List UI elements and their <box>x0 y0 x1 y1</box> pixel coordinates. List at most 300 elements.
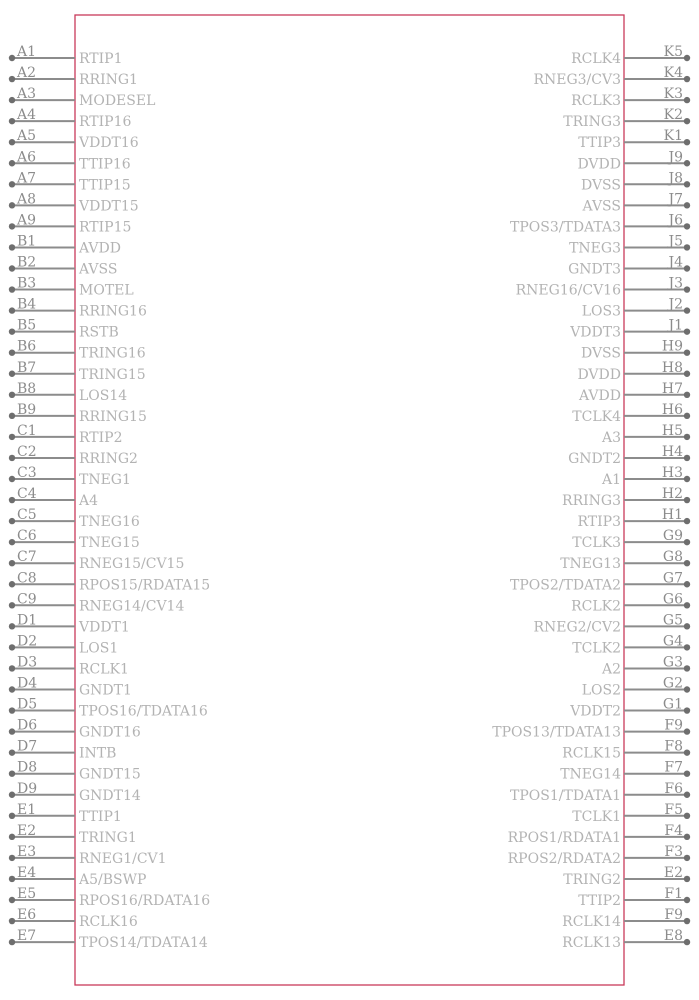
pin-name: VDDT16 <box>79 135 139 152</box>
pin-number: F6 <box>664 780 683 797</box>
right-pin <box>581 170 690 193</box>
right-pin <box>578 381 690 404</box>
pin-number: H3 <box>661 465 683 481</box>
pin-name: RPOS16/RDATA16 <box>79 893 211 909</box>
pin-name: LOS3 <box>581 303 621 320</box>
pin-number: D6 <box>17 717 38 734</box>
right-pin <box>601 465 690 488</box>
pin-number: B1 <box>17 233 37 250</box>
pin-number: H4 <box>661 443 683 460</box>
pin-name: GNDT16 <box>79 724 141 741</box>
pin-name: VDDT1 <box>79 619 130 636</box>
pin-endpoint <box>9 455 15 461</box>
pin-number: F8 <box>664 738 683 755</box>
right-pin <box>562 907 690 930</box>
pin-number: B2 <box>17 254 37 271</box>
pin-number: E1 <box>17 801 37 818</box>
pin-number: K2 <box>663 107 683 124</box>
pin-name: RRING1 <box>79 72 138 89</box>
pin-number: B7 <box>17 359 37 376</box>
pin-name: TTIP15 <box>79 177 131 194</box>
left-pin <box>9 486 98 509</box>
pin-number: A5 <box>17 128 37 145</box>
pin-number: J1 <box>668 317 683 334</box>
pin-endpoint <box>684 350 690 356</box>
pin-name: TRING15 <box>79 366 146 383</box>
right-pin <box>492 718 690 741</box>
pin-endpoint <box>9 434 15 440</box>
pin-name: TPOS3/TDATA3 <box>510 219 621 236</box>
pin-endpoint <box>9 749 15 755</box>
pin-number: H6 <box>661 401 683 418</box>
pin-endpoint <box>684 413 690 419</box>
pin-number: C3 <box>17 465 37 481</box>
pin-number: B4 <box>17 296 37 313</box>
pin-endpoint <box>684 707 690 713</box>
pin-number: H1 <box>661 507 683 524</box>
pin-endpoint <box>684 686 690 692</box>
pin-endpoint <box>684 97 690 103</box>
pin-endpoint <box>9 707 15 713</box>
pin-number: B5 <box>17 317 37 334</box>
pin-name: RCLK2 <box>571 598 621 615</box>
pin-number: D1 <box>17 612 38 629</box>
pin-endpoint <box>9 918 15 924</box>
pin-name: GNDT15 <box>79 766 141 783</box>
pin-number: E6 <box>17 907 37 924</box>
left-pin <box>9 360 146 383</box>
pin-endpoint <box>9 371 15 377</box>
pin-number: F5 <box>664 801 683 818</box>
right-pin <box>578 507 691 530</box>
pin-name: TRING3 <box>563 114 621 131</box>
pin-number: H5 <box>661 422 683 439</box>
right-pin <box>508 844 691 867</box>
pin-endpoint <box>684 434 690 440</box>
pin-number: H7 <box>661 380 683 397</box>
right-pin <box>508 823 691 846</box>
right-pin <box>568 255 690 278</box>
pin-endpoint <box>9 792 15 798</box>
pin-number: J4 <box>668 254 683 271</box>
right-pin <box>601 423 690 446</box>
pin-number: G9 <box>662 528 683 545</box>
pin-name: AVSS <box>582 198 621 215</box>
right-pin <box>582 297 690 320</box>
left-pin <box>9 465 131 488</box>
right-pin <box>569 697 690 720</box>
pin-endpoint <box>684 160 690 166</box>
pin-endpoint <box>9 97 15 103</box>
pin-endpoint <box>684 897 690 903</box>
pin-endpoint <box>684 328 690 334</box>
pin-number: H2 <box>661 486 683 503</box>
pin-number: G6 <box>662 591 683 608</box>
pin-endpoint <box>684 939 690 945</box>
pin-name: RNEG3/CV3 <box>533 72 621 89</box>
pin-number: A6 <box>17 149 37 166</box>
pin-number: C4 <box>17 486 37 503</box>
pin-name: TCLK4 <box>572 408 621 425</box>
pin-number: A2 <box>17 65 37 82</box>
pin-name: RTIP2 <box>79 429 123 446</box>
pin-number: K3 <box>663 86 683 103</box>
left-pin <box>9 86 156 109</box>
right-pin <box>578 128 690 151</box>
right-pin <box>510 212 690 235</box>
pin-number: H9 <box>661 338 683 355</box>
pin-number: K5 <box>663 44 683 60</box>
pin-endpoint <box>684 476 690 482</box>
pin-endpoint <box>9 560 15 566</box>
pin-name: TCLK3 <box>572 535 621 552</box>
pin-name: RTIP3 <box>577 514 621 531</box>
right-pin <box>572 528 690 551</box>
left-pin <box>9 444 138 467</box>
right-pin <box>601 654 690 677</box>
pin-endpoint <box>9 897 15 903</box>
pin-number: G5 <box>662 612 683 629</box>
pin-name: RRING15 <box>79 408 147 425</box>
pin-number: D7 <box>17 738 38 755</box>
pin-number: C5 <box>17 507 37 524</box>
left-pin <box>9 633 118 656</box>
pin-number: J6 <box>668 212 683 229</box>
pin-endpoint <box>9 76 15 82</box>
right-pin <box>572 633 690 656</box>
pin-name: AVDD <box>79 240 121 257</box>
left-pin <box>9 276 134 299</box>
right-pin <box>533 612 690 635</box>
left-pin-group <box>9 44 210 951</box>
left-pin <box>9 128 139 151</box>
pin-name: MOTEL <box>79 282 134 299</box>
pin-name: TPOS1/TDATA1 <box>510 787 621 804</box>
pin-endpoint <box>684 813 690 819</box>
pin-name: RNEG14/CV14 <box>79 598 185 615</box>
right-pin <box>510 781 690 804</box>
pin-number: E7 <box>17 928 37 945</box>
pin-number: J2 <box>668 296 683 313</box>
pin-name: TPOS14/TDATA14 <box>79 935 208 952</box>
pin-name: RRING3 <box>562 493 621 510</box>
left-pin <box>9 823 137 846</box>
left-pin <box>9 318 119 341</box>
pin-name: TRING16 <box>79 345 146 362</box>
pin-name: RCLK14 <box>562 914 621 931</box>
pin-number: G3 <box>662 654 683 671</box>
pin-name: VDDT2 <box>570 703 621 720</box>
pin-name: RCLK13 <box>562 935 621 952</box>
pin-name: VDDT15 <box>79 198 139 215</box>
pin-number: A7 <box>17 170 37 187</box>
right-pin <box>582 676 690 699</box>
pin-number: C7 <box>17 549 37 566</box>
pin-endpoint <box>9 476 15 482</box>
pin-endpoint <box>684 749 690 755</box>
pin-number: E2 <box>17 822 37 839</box>
pin-number: B8 <box>17 380 37 397</box>
pin-number: F3 <box>664 843 683 860</box>
pin-name: TNEG3 <box>569 240 621 257</box>
pin-name: TTIP1 <box>79 808 122 825</box>
right-pin <box>516 276 691 299</box>
pin-endpoint <box>9 813 15 819</box>
pin-endpoint <box>684 55 690 61</box>
pin-endpoint <box>684 876 690 882</box>
pin-endpoint <box>9 771 15 777</box>
pin-name: RTIP16 <box>79 114 132 131</box>
left-pin <box>9 886 210 909</box>
pin-endpoint <box>9 518 15 524</box>
pin-endpoint <box>684 455 690 461</box>
left-pin <box>9 65 138 88</box>
pin-number: B9 <box>17 401 37 418</box>
pin-endpoint <box>684 771 690 777</box>
pin-endpoint <box>9 244 15 250</box>
pin-name: RPOS15/RDATA15 <box>79 577 211 594</box>
pin-endpoint <box>9 644 15 650</box>
pin-name: RPOS1/RDATA1 <box>507 829 621 846</box>
right-pin <box>563 865 690 888</box>
pin-endpoint <box>684 855 690 861</box>
pin-name: LOS14 <box>79 387 128 404</box>
pin-number: F9 <box>664 907 683 924</box>
pin-endpoint <box>684 518 690 524</box>
left-pin <box>9 507 140 530</box>
pin-number: C6 <box>17 528 37 545</box>
left-pin <box>9 612 130 635</box>
pin-endpoint <box>684 392 690 398</box>
pin-endpoint <box>684 371 690 377</box>
pin-name: LOS2 <box>581 682 621 699</box>
left-pin <box>9 907 138 930</box>
left-pin <box>9 654 129 677</box>
left-pin <box>9 802 122 825</box>
left-pin <box>9 149 131 172</box>
pin-name: RTIP15 <box>79 219 132 236</box>
pin-number: K4 <box>663 65 683 82</box>
pin-name: RRING16 <box>79 303 147 320</box>
pin-name: TNEG14 <box>560 766 621 783</box>
right-pin <box>569 318 690 341</box>
pin-number: C9 <box>17 591 37 608</box>
pin-endpoint <box>9 539 15 545</box>
pin-name: A3 <box>601 429 621 446</box>
left-pin <box>9 676 132 699</box>
pin-endpoint <box>684 265 690 271</box>
pin-endpoint <box>9 497 15 503</box>
pin-name: DVDD <box>577 156 621 173</box>
pin-endpoint <box>9 413 15 419</box>
pin-number: E8 <box>663 928 683 945</box>
left-pin <box>9 844 167 867</box>
pin-number: E5 <box>17 886 37 902</box>
pin-endpoint <box>9 665 15 671</box>
right-pin <box>571 44 690 67</box>
pin-name: TRING2 <box>563 871 621 888</box>
pin-number: J5 <box>668 233 683 250</box>
pin-name: RCLK4 <box>571 51 621 67</box>
pin-name: RSTB <box>79 324 119 341</box>
right-pin <box>560 549 690 572</box>
pin-endpoint <box>684 181 690 187</box>
pin-number: H8 <box>661 359 683 376</box>
pin-name: AVSS <box>79 261 118 278</box>
pin-number: K1 <box>663 128 683 145</box>
pin-endpoint <box>684 539 690 545</box>
left-pin <box>9 44 123 67</box>
pin-number: A1 <box>17 44 37 60</box>
pin-name: INTB <box>79 745 117 762</box>
pin-name: RPOS2/RDATA2 <box>507 850 621 867</box>
pin-number: D2 <box>17 633 38 650</box>
pin-name: RTIP1 <box>79 51 123 67</box>
right-pin <box>571 86 690 109</box>
pin-name: TNEG13 <box>560 556 621 573</box>
pin-number: B6 <box>17 338 37 355</box>
right-pin <box>571 591 690 614</box>
pin-name: RCLK1 <box>79 661 129 678</box>
pin-name: TNEG15 <box>79 535 140 552</box>
right-pin <box>563 107 690 130</box>
pin-endpoint <box>9 686 15 692</box>
pin-name: RCLK3 <box>571 93 621 110</box>
right-pin <box>582 191 691 214</box>
right-pin <box>568 444 690 467</box>
right-pin <box>572 802 690 825</box>
pin-number: C1 <box>17 422 37 439</box>
pin-endpoint <box>9 834 15 840</box>
pin-endpoint <box>9 181 15 187</box>
pin-name: RCLK16 <box>79 914 138 931</box>
pin-number: E2 <box>663 864 683 881</box>
pin-name: TNEG1 <box>79 472 131 488</box>
left-pin <box>9 423 123 446</box>
right-pin <box>560 760 690 783</box>
pin-name: TCLK1 <box>572 808 621 825</box>
pin-number: F1 <box>664 886 683 902</box>
left-pin <box>9 255 118 278</box>
left-pin <box>9 170 131 193</box>
pin-number: G1 <box>662 696 683 713</box>
pin-number: A3 <box>17 86 37 103</box>
pin-name: TPOS13/TDATA13 <box>492 724 621 741</box>
left-pin <box>9 402 147 425</box>
pin-name: RNEG2/CV2 <box>533 619 621 636</box>
left-pin <box>9 191 139 214</box>
right-pin <box>510 570 690 593</box>
left-pin <box>9 570 210 593</box>
pin-number: J7 <box>668 191 683 208</box>
pin-endpoint <box>684 560 690 566</box>
pin-endpoint <box>9 223 15 229</box>
left-pin <box>9 381 127 404</box>
pin-name: DVSS <box>580 177 621 194</box>
pin-name: TNEG16 <box>79 514 140 531</box>
pin-endpoint <box>684 202 690 208</box>
pin-name: A5/BSWP <box>79 871 147 888</box>
pin-name: RCLK15 <box>562 745 621 762</box>
pin-endpoint <box>9 939 15 945</box>
pin-endpoint <box>9 139 15 145</box>
pin-name: GNDT14 <box>79 787 141 804</box>
left-pin <box>9 549 185 572</box>
pin-number: B3 <box>17 275 37 292</box>
pin-name: MODESEL <box>79 93 156 110</box>
pin-name: DVDD <box>577 366 621 383</box>
pin-name: TRING1 <box>79 829 137 846</box>
pin-endpoint <box>684 602 690 608</box>
right-pin <box>569 233 690 256</box>
pin-number: E3 <box>17 843 37 860</box>
pin-number: G4 <box>662 633 683 650</box>
pin-endpoint <box>9 202 15 208</box>
pin-name: RNEG16/CV16 <box>515 282 621 299</box>
right-pin <box>572 402 690 425</box>
pin-endpoint <box>9 623 15 629</box>
pin-endpoint <box>684 244 690 250</box>
pin-number: F4 <box>664 822 683 839</box>
pin-name: GNDT1 <box>79 682 132 699</box>
pin-name: TTIP3 <box>578 135 621 152</box>
right-pin <box>581 339 690 362</box>
pin-name: AVDD <box>579 387 621 404</box>
pin-endpoint <box>684 792 690 798</box>
pin-number: C2 <box>17 443 37 460</box>
pin-endpoint <box>9 118 15 124</box>
right-pin <box>578 886 690 909</box>
pin-endpoint <box>684 623 690 629</box>
pin-number: D4 <box>17 675 38 692</box>
pin-endpoint <box>9 160 15 166</box>
pin-name: TTIP2 <box>578 893 621 909</box>
pin-endpoint <box>684 834 690 840</box>
pin-endpoint <box>9 55 15 61</box>
pin-number: A8 <box>17 191 37 208</box>
left-pin <box>9 233 121 256</box>
left-pin <box>9 528 140 551</box>
pin-endpoint <box>684 644 690 650</box>
left-pin <box>9 865 147 888</box>
pin-endpoint <box>684 728 690 734</box>
pin-number: C8 <box>17 570 37 587</box>
right-pin <box>562 486 690 509</box>
pin-endpoint <box>9 728 15 734</box>
right-pin <box>577 360 690 383</box>
left-pin <box>9 591 185 614</box>
pin-endpoint <box>684 918 690 924</box>
pin-endpoint <box>684 118 690 124</box>
pin-number: E4 <box>17 864 37 881</box>
pin-endpoint <box>9 602 15 608</box>
pin-endpoint <box>9 876 15 882</box>
pin-name: TPOS16/TDATA16 <box>79 703 208 720</box>
pin-endpoint <box>9 286 15 292</box>
pin-endpoint <box>684 307 690 313</box>
pin-endpoint <box>684 76 690 82</box>
pin-number: A9 <box>17 212 37 229</box>
pin-number: D8 <box>17 759 38 776</box>
left-pin <box>9 107 132 130</box>
pin-endpoint <box>684 139 690 145</box>
pin-name: RRING2 <box>79 450 138 467</box>
pin-name: DVSS <box>580 345 621 362</box>
right-pin <box>533 65 690 88</box>
pin-endpoint <box>684 581 690 587</box>
pin-name: A1 <box>601 472 621 488</box>
pin-name: GNDT2 <box>568 450 621 467</box>
